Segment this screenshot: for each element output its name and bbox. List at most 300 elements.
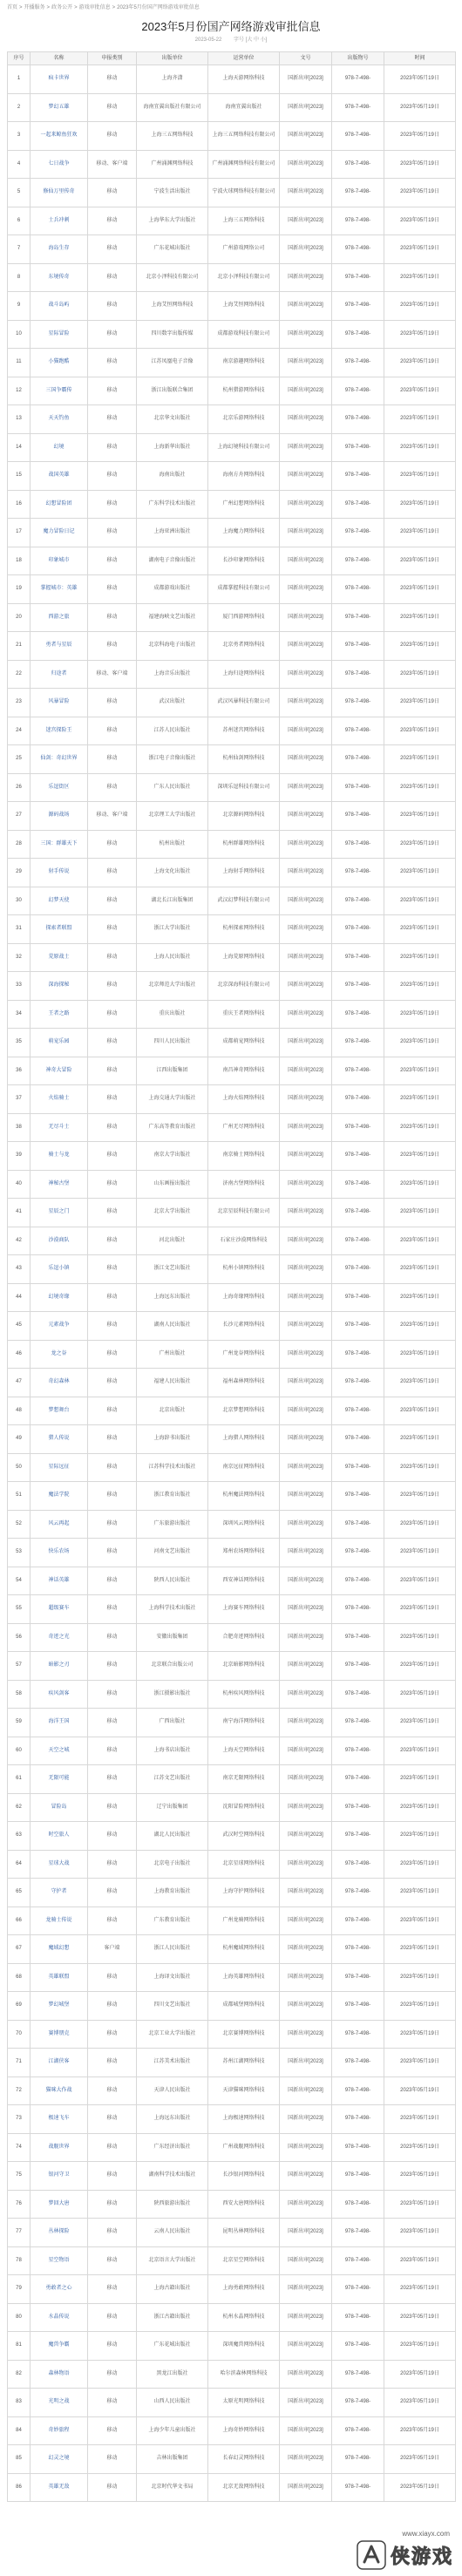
table-row — [8, 2332, 456, 2361]
operator-cell: 杭州水晶网络科技 — [208, 2303, 280, 2332]
category-cell: 移动 — [88, 1963, 137, 1992]
table-row — [8, 490, 456, 519]
approval-date-cell: 2023年05月19日 — [384, 1907, 456, 1935]
operator-cell: 郑州农场网络科技 — [208, 1539, 280, 1567]
table-row — [8, 2389, 456, 2417]
row-index-cell: 57 — [8, 1652, 31, 1681]
isbn-cell: 978-7-498- — [332, 1623, 384, 1652]
publisher-cell: 北京语言大学出版社 — [137, 2246, 208, 2275]
operator-cell: 南昌神奇网络科技 — [208, 1057, 280, 1085]
category-cell: 移动 — [88, 632, 137, 661]
row-index-cell: 39 — [8, 1142, 31, 1171]
approval-date-cell: 2023年05月19日 — [384, 207, 456, 235]
row-index-cell: 3 — [8, 122, 31, 151]
approval-number-cell: 国新出审[2023] — [280, 1680, 332, 1709]
approval-number-cell: 国新出审[2023] — [280, 1850, 332, 1879]
game-name-cell: 极速飞车 — [31, 2105, 88, 2134]
approval-number-cell: 国新出审[2023] — [280, 1765, 332, 1794]
approval-number-cell: 国新出审[2023] — [280, 490, 332, 519]
row-index-cell: 23 — [8, 689, 31, 717]
approval-date-cell: 2023年05月19日 — [384, 547, 456, 575]
category-cell: 移动 — [88, 2360, 137, 2389]
table-row — [8, 1453, 456, 1482]
approval-date-cell: 2023年05月19日 — [384, 773, 456, 802]
operator-cell: 广州游戏网络公司 — [208, 235, 280, 264]
row-index-cell: 19 — [8, 575, 31, 604]
table-row — [8, 1000, 456, 1029]
category-cell: 移动 — [88, 1453, 137, 1482]
table-row — [8, 2445, 456, 2474]
table-row — [8, 1879, 456, 1907]
isbn-cell: 978-7-498- — [332, 1935, 384, 1964]
publisher-cell: 上海交通大学出版社 — [137, 1085, 208, 1114]
category-cell: 移动 — [88, 122, 137, 151]
publisher-cell: 海南出版社 — [137, 462, 208, 491]
breadcrumb-item: 2023年5月份国产网络游戏审批信息 — [117, 5, 200, 10]
game-name-cell: 骑士与龙 — [31, 1142, 88, 1171]
game-name-cell: 魔法学院 — [31, 1482, 88, 1511]
publisher-cell: 上海译文出版社 — [137, 1963, 208, 1992]
table-row — [8, 1029, 456, 1057]
category-cell: 移动 — [88, 1822, 137, 1851]
publisher-cell: 四川数字出版传媒 — [137, 320, 208, 349]
approval-date-cell: 2023年05月19日 — [384, 887, 456, 915]
table-row — [8, 2020, 456, 2049]
operator-cell: 西安大唐网络科技 — [208, 2190, 280, 2219]
operator-cell: 广州龙骑网络科技 — [208, 1907, 280, 1935]
category-cell: 移动 — [88, 1255, 137, 1284]
operator-cell: 北京赛博网络科技 — [208, 2020, 280, 2049]
approval-number-cell: 国新出审[2023] — [280, 2020, 332, 2049]
approval-date-cell: 2023年05月19日 — [384, 1652, 456, 1681]
isbn-cell: 978-7-498- — [332, 1510, 384, 1539]
table-row — [8, 235, 456, 264]
table-row — [8, 179, 456, 207]
isbn-cell: 978-7-498- — [332, 2445, 384, 2474]
approval-date-cell: 2023年05月19日 — [384, 575, 456, 604]
isbn-cell: 978-7-498- — [332, 1085, 384, 1114]
game-name-cell: 奇妙旅程 — [31, 2416, 88, 2445]
isbn-cell: 978-7-498- — [332, 2162, 384, 2191]
table-row — [8, 349, 456, 377]
game-name-cell: 源码战场 — [31, 802, 88, 831]
row-index-cell: 31 — [8, 915, 31, 944]
game-name-cell: 时空旅人 — [31, 1822, 88, 1851]
publisher-cell: 上海华东大学出版社 — [137, 207, 208, 235]
publisher-cell: 广东教育出版社 — [137, 1907, 208, 1935]
isbn-cell: 978-7-498- — [332, 1793, 384, 1822]
row-index-cell: 68 — [8, 1963, 31, 1992]
table-row — [8, 122, 456, 151]
publisher-cell: 江苏文艺出版社 — [137, 1765, 208, 1794]
approval-number-cell: 国新出审[2023] — [280, 2076, 332, 2105]
category-cell: 移动 — [88, 603, 137, 632]
game-name-cell: 无限可能 — [31, 1765, 88, 1794]
game-name-cell: 一起来鲸鱼狂欢 — [31, 122, 88, 151]
approval-date-cell: 2023年05月19日 — [384, 745, 456, 774]
category-cell: 移动 — [88, 1029, 137, 1057]
row-index-cell: 69 — [8, 1992, 31, 2021]
category-cell: 移动 — [88, 2303, 137, 2332]
publisher-cell: 广东花城出版社 — [137, 235, 208, 264]
game-name-cell: 归途者 — [31, 660, 88, 689]
operator-cell: 北京乐游网络科技 — [208, 405, 280, 434]
breadcrumb-item[interactable]: 首页 — [7, 5, 18, 10]
approval-number-cell: 国新出审[2023] — [280, 2133, 332, 2162]
operator-cell: 苏州江湖网络科技 — [208, 2049, 280, 2077]
table-row — [8, 93, 456, 122]
approval-date-cell: 2023年05月19日 — [384, 2332, 456, 2361]
publisher-cell: 成都游戏出版社 — [137, 575, 208, 604]
category-cell: 移动 — [88, 943, 137, 972]
publisher-cell: 天津人民出版社 — [137, 2076, 208, 2105]
table-row — [8, 689, 456, 717]
publisher-cell: 浙江文艺出版社 — [137, 1255, 208, 1284]
publisher-cell: 上海文化出版社 — [137, 859, 208, 887]
category-cell: 移动 — [88, 2246, 137, 2275]
game-name-cell: 元素战争 — [31, 1312, 88, 1341]
table-row — [8, 1935, 456, 1964]
approval-table-wrapper — [7, 51, 455, 2502]
approval-date-cell: 2023年05月19日 — [384, 433, 456, 462]
operator-cell: 沈阳冒险网络科技 — [208, 1793, 280, 1822]
table-row — [8, 320, 456, 349]
isbn-cell: 978-7-498- — [332, 547, 384, 575]
table-row — [8, 1227, 456, 1255]
game-name-cell: 冒险岛 — [31, 1793, 88, 1822]
category-cell: 移动 — [88, 547, 137, 575]
game-name-cell: 神秘古堡 — [31, 1170, 88, 1199]
isbn-cell: 978-7-498- — [332, 2049, 384, 2077]
watermark-url: www.xiayx.com — [402, 2530, 450, 2538]
row-index-cell: 49 — [8, 1425, 31, 1454]
operator-cell: 成都城堡网络科技 — [208, 1992, 280, 2021]
row-index-cell: 47 — [8, 1369, 31, 1397]
game-name-cell: 荒原战士 — [31, 943, 88, 972]
approval-date-cell: 2023年05月19日 — [384, 179, 456, 207]
isbn-cell: 978-7-498- — [332, 1142, 384, 1171]
publisher-cell: 山东画报出版社 — [137, 1170, 208, 1199]
approval-date-cell: 2023年05月19日 — [384, 1113, 456, 1142]
operator-cell: 南京游趣网络科技 — [208, 349, 280, 377]
isbn-cell: 978-7-498- — [332, 1879, 384, 1907]
approval-number-cell: 国新出审[2023] — [280, 292, 332, 321]
table-row — [8, 547, 456, 575]
operator-cell: 北京无敌网络科技 — [208, 2473, 280, 2502]
publisher-cell: 北京小泽科技有限公司 — [137, 263, 208, 292]
operator-cell: 北京星辰科技有限公司 — [208, 1199, 280, 1227]
game-name-cell: 小猫跑酷 — [31, 349, 88, 377]
row-index-cell: 1 — [8, 65, 31, 94]
category-cell: 移动 — [88, 2076, 137, 2105]
operator-cell: 上海魔力网络科技 — [208, 519, 280, 547]
game-name-cell: 修仙万里传奇 — [31, 179, 88, 207]
isbn-cell: 978-7-498- — [332, 1369, 384, 1397]
game-name-cell: 猫咪大作战 — [31, 2076, 88, 2105]
publisher-cell: 上海科学技术出版社 — [137, 1595, 208, 1624]
isbn-cell: 978-7-498- — [332, 887, 384, 915]
publisher-cell: 杭州出版社 — [137, 830, 208, 859]
game-name-cell: 英雄联盟 — [31, 1963, 88, 1992]
approval-date-cell: 2023年05月19日 — [384, 2105, 456, 2134]
isbn-cell: 978-7-498- — [332, 1170, 384, 1199]
table-row — [8, 2133, 456, 2162]
isbn-cell: 978-7-498- — [332, 830, 384, 859]
row-index-cell: 12 — [8, 377, 31, 405]
operator-cell: 深圳魔兽网络科技 — [208, 2332, 280, 2361]
category-cell: 移动 — [88, 972, 137, 1001]
row-index-cell: 85 — [8, 2445, 31, 2474]
row-index-cell: 17 — [8, 519, 31, 547]
game-name-cell: 海洋王国 — [31, 1709, 88, 1737]
approval-date-cell: 2023年05月19日 — [384, 2275, 456, 2304]
game-name-cell: 超级赛车 — [31, 1595, 88, 1624]
operator-cell: 上海荒原网络科技 — [208, 943, 280, 972]
publisher-cell: 湖南人民出版社 — [137, 1312, 208, 1341]
approval-date-cell: 2023年05月19日 — [384, 1283, 456, 1312]
game-name-cell: 士兵冲刺 — [31, 207, 88, 235]
game-name-cell: 萌宠乐园 — [31, 1029, 88, 1057]
row-index-cell: 6 — [8, 207, 31, 235]
table-row — [8, 1283, 456, 1312]
column-header: 出版单位 — [137, 52, 208, 65]
approval-date-cell: 2023年05月19日 — [384, 462, 456, 491]
publisher-cell: 安徽出版集团 — [137, 1623, 208, 1652]
approval-number-cell: 国新出审[2023] — [280, 519, 332, 547]
category-cell: 移动 — [88, 717, 137, 745]
row-index-cell: 43 — [8, 1255, 31, 1284]
operator-cell: 西安神话网络科技 — [208, 1567, 280, 1595]
row-index-cell: 28 — [8, 830, 31, 859]
table-row — [8, 1765, 456, 1794]
publisher-cell: 浙江教育出版社 — [137, 1482, 208, 1511]
approval-number-cell: 国新出审[2023] — [280, 65, 332, 94]
publisher-cell: 江苏美术出版社 — [137, 2049, 208, 2077]
approval-number-cell: 国新出审[2023] — [280, 1652, 332, 1681]
approval-date-cell: 2023年05月19日 — [384, 1623, 456, 1652]
row-index-cell: 4 — [8, 150, 31, 179]
game-name-cell: 幻梦天使 — [31, 887, 88, 915]
breadcrumb-separator: > — [46, 5, 51, 10]
approval-date-cell: 2023年05月19日 — [384, 2416, 456, 2445]
operator-cell: 武汉幻梦科技有限公司 — [208, 887, 280, 915]
publisher-cell: 江苏人民出版社 — [137, 717, 208, 745]
game-name-cell: 三国争霸传 — [31, 377, 88, 405]
approval-date-cell: 2023年05月19日 — [384, 405, 456, 434]
row-index-cell: 8 — [8, 263, 31, 292]
table-row — [8, 1737, 456, 1765]
game-name-cell: 迷宫探险王 — [31, 717, 88, 745]
operator-cell: 武汉时空网络科技 — [208, 1822, 280, 1851]
publisher-cell: 湖北人民出版社 — [137, 1822, 208, 1851]
isbn-cell: 978-7-498- — [332, 2360, 384, 2389]
approval-number-cell: 国新出审[2023] — [280, 1340, 332, 1369]
operator-cell: 北京星空网络科技 — [208, 2246, 280, 2275]
isbn-cell: 978-7-498- — [332, 1992, 384, 2021]
row-index-cell: 33 — [8, 972, 31, 1001]
table-row — [8, 65, 456, 94]
table-row — [8, 972, 456, 1001]
table-row — [8, 377, 456, 405]
column-header: 文号 — [280, 52, 332, 65]
game-name-cell: 无尽斗士 — [31, 1113, 88, 1142]
category-cell: 移动 — [88, 2275, 137, 2304]
game-name-cell: 勇者与星辰 — [31, 632, 88, 661]
operator-cell: 武汉风暴科技有限公司 — [208, 689, 280, 717]
row-index-cell: 45 — [8, 1312, 31, 1341]
category-cell: 移动 — [88, 1567, 137, 1595]
breadcrumb-item[interactable]: 政务公开 — [51, 5, 73, 10]
category-cell: 移动 — [88, 1595, 137, 1624]
isbn-cell: 978-7-498- — [332, 1539, 384, 1567]
publisher-cell: 四川文艺出版社 — [137, 1992, 208, 2021]
operator-cell: 上海奇妙网络科技 — [208, 2416, 280, 2445]
category-cell: 移动 — [88, 773, 137, 802]
category-cell: 移动 — [88, 65, 137, 94]
approval-number-cell: 国新出审[2023] — [280, 1992, 332, 2021]
table-row — [8, 1963, 456, 1992]
row-index-cell: 18 — [8, 547, 31, 575]
approval-number-cell: 国新出审[2023] — [280, 122, 332, 151]
category-cell: 移动 — [88, 2219, 137, 2247]
operator-cell: 南京骑士网络科技 — [208, 1142, 280, 1171]
operator-cell: 深圳风云网络科技 — [208, 1510, 280, 1539]
category-cell: 移动 — [88, 830, 137, 859]
approval-number-cell: 国新出审[2023] — [280, 1623, 332, 1652]
approval-number-cell: 国新出审[2023] — [280, 1142, 332, 1171]
table-row — [8, 745, 456, 774]
approval-number-cell: 国新出审[2023] — [280, 1425, 332, 1454]
isbn-cell: 978-7-498- — [332, 349, 384, 377]
category-cell: 移动 — [88, 1369, 137, 1397]
approval-date-cell: 2023年05月19日 — [384, 263, 456, 292]
approval-number-cell: 国新出审[2023] — [280, 2219, 332, 2247]
isbn-cell: 978-7-498- — [332, 1397, 384, 1425]
publisher-cell: 上海教育出版社 — [137, 1879, 208, 1907]
approval-number-cell: 国新出审[2023] — [280, 1595, 332, 1624]
approval-number-cell: 国新出审[2023] — [280, 745, 332, 774]
publisher-cell: 云南人民出版社 — [137, 2219, 208, 2247]
approval-date-cell: 2023年05月19日 — [384, 1992, 456, 2021]
approval-number-cell: 国新出审[2023] — [280, 2303, 332, 2332]
row-index-cell: 22 — [8, 660, 31, 689]
category-cell: 移动 — [88, 377, 137, 405]
isbn-cell: 978-7-498- — [332, 2303, 384, 2332]
category-cell: 移动 — [88, 1283, 137, 1312]
publisher-cell: 浙江古籍出版社 — [137, 2303, 208, 2332]
approval-date-cell: 2023年05月19日 — [384, 150, 456, 179]
table-row — [8, 915, 456, 944]
operator-cell: 南京无限网络科技 — [208, 1765, 280, 1794]
game-name-cell: 乐逗街区 — [31, 773, 88, 802]
breadcrumb-item[interactable]: 游戏审批信息 — [78, 5, 111, 10]
table-row — [8, 830, 456, 859]
operator-cell: 太原光明网络科技 — [208, 2389, 280, 2417]
table-row — [8, 2105, 456, 2134]
isbn-cell: 978-7-498- — [332, 235, 384, 264]
category-cell: 移动 — [88, 859, 137, 887]
row-index-cell: 84 — [8, 2416, 31, 2445]
table-row — [8, 2190, 456, 2219]
approval-number-cell: 国新出审[2023] — [280, 660, 332, 689]
isbn-cell: 978-7-498- — [332, 1907, 384, 1935]
approval-date-cell: 2023年05月19日 — [384, 2389, 456, 2417]
row-index-cell: 13 — [8, 405, 31, 434]
operator-cell: 天津猫咪网络科技 — [208, 2076, 280, 2105]
isbn-cell: 978-7-498- — [332, 2105, 384, 2134]
category-cell: 客户端 — [88, 1935, 137, 1964]
row-index-cell: 77 — [8, 2219, 31, 2247]
game-name-cell: 天空之城 — [31, 1737, 88, 1765]
table-row — [8, 1510, 456, 1539]
approval-date-cell: 2023年05月19日 — [384, 1170, 456, 1199]
category-cell: 移动 — [88, 235, 137, 264]
row-index-cell: 58 — [8, 1680, 31, 1709]
table-row — [8, 887, 456, 915]
table-row — [8, 717, 456, 745]
isbn-cell: 978-7-498- — [332, 122, 384, 151]
operator-cell: 杭州小镇网络科技 — [208, 1255, 280, 1284]
approval-number-cell: 国新出审[2023] — [280, 859, 332, 887]
approval-number-cell: 国新出审[2023] — [280, 830, 332, 859]
operator-cell: 杭州魔法网络科技 — [208, 1482, 280, 1511]
operator-cell: 上海归途网络科技 — [208, 660, 280, 689]
category-cell: 移动 — [88, 320, 137, 349]
operator-cell: 杭州疾风网络科技 — [208, 1680, 280, 1709]
approval-number-cell: 国新出审[2023] — [280, 1793, 332, 1822]
game-name-cell: 梦想舞台 — [31, 1397, 88, 1425]
category-cell: 移动 — [88, 1425, 137, 1454]
operator-cell: 上海猎人网络科技 — [208, 1425, 280, 1454]
category-cell: 移动 — [88, 1170, 137, 1199]
table-row — [8, 2303, 456, 2332]
operator-cell: 广州龙谷网络科技 — [208, 1340, 280, 1369]
approval-date-cell: 2023年05月19日 — [384, 660, 456, 689]
publisher-cell: 广州出版社 — [137, 1340, 208, 1369]
game-name-cell: 幻想冒险团 — [31, 490, 88, 519]
game-name-cell: 东境传奇 — [31, 263, 88, 292]
isbn-cell: 978-7-498- — [332, 603, 384, 632]
approval-date-cell: 2023年05月19日 — [384, 915, 456, 944]
row-index-cell: 53 — [8, 1539, 31, 1567]
publisher-cell: 广州涌渊网络科技 — [137, 150, 208, 179]
operator-cell: 长沙印象网络科技 — [208, 547, 280, 575]
approval-number-cell: 国新出审[2023] — [280, 1510, 332, 1539]
breadcrumb-item[interactable]: 开播服务 — [24, 5, 45, 10]
category-cell: 移动 — [88, 1737, 137, 1765]
operator-cell: 北京暗影网络科技 — [208, 1652, 280, 1681]
row-index-cell: 32 — [8, 943, 31, 972]
isbn-cell: 978-7-498- — [332, 1765, 384, 1794]
row-index-cell: 34 — [8, 1000, 31, 1029]
approval-number-cell: 国新出审[2023] — [280, 2416, 332, 2445]
row-index-cell: 20 — [8, 603, 31, 632]
game-name-cell: 沙漠商队 — [31, 1227, 88, 1255]
row-index-cell: 35 — [8, 1029, 31, 1057]
approval-number-cell: 国新出审[2023] — [280, 1907, 332, 1935]
table-row — [8, 1113, 456, 1142]
isbn-cell: 978-7-498- — [332, 1850, 384, 1879]
font-size-switcher[interactable]: 字号 [大 中 小] — [234, 37, 268, 43]
approval-date-cell: 2023年05月19日 — [384, 490, 456, 519]
approval-number-cell: 国新出审[2023] — [280, 632, 332, 661]
game-name-cell: 星辰之门 — [31, 1199, 88, 1227]
operator-cell: 上海赛车网络科技 — [208, 1595, 280, 1624]
operator-cell: 长沙银河网络科技 — [208, 2162, 280, 2191]
isbn-cell: 978-7-498- — [332, 519, 384, 547]
operator-cell: 上海天空网络科技 — [208, 1737, 280, 1765]
breadcrumb-separator: > — [74, 5, 78, 10]
